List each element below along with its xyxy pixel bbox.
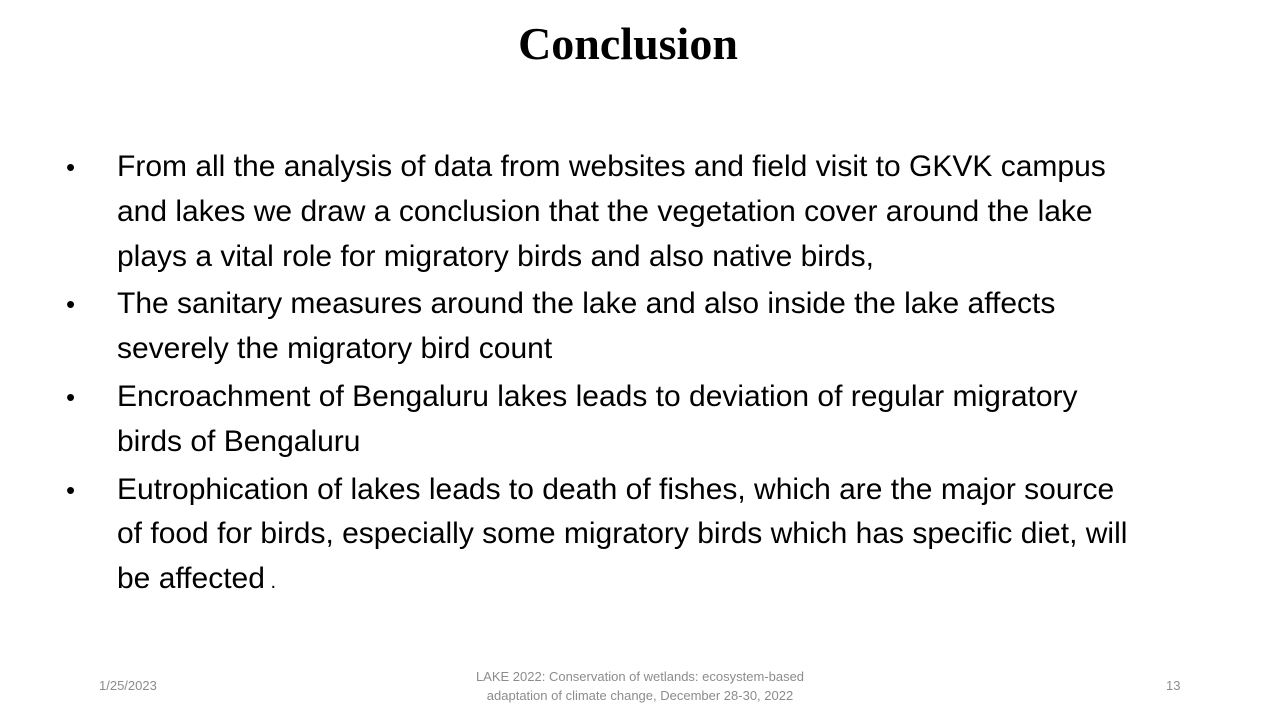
footer-date: 1/25/2023 xyxy=(99,678,157,693)
footer-line: adaptation of climate change, December 28-30, 2022 xyxy=(486,688,794,703)
bullet-icon: • xyxy=(66,381,76,412)
bullet-item xyxy=(66,375,1146,468)
bullet-item xyxy=(66,145,1146,282)
bullet-trail: . xyxy=(264,571,277,594)
bullet-item xyxy=(66,468,1146,605)
bullet-icon: • xyxy=(66,152,76,182)
footer-text xyxy=(440,667,840,705)
bullet-item xyxy=(66,282,1146,375)
bullet-text: The sanitary measures around the lake and also inside the lake affects severely the migratory bird count xyxy=(117,287,1056,366)
slide-title: Conclusion xyxy=(518,18,738,69)
page-number: 13 xyxy=(1166,678,1181,693)
bullet-icon: • xyxy=(66,289,76,320)
footer-line: LAKE 2022: Conservation of wetlands: ecosystem-based xyxy=(475,669,805,684)
bullet-icon: • xyxy=(66,474,76,505)
bullet-text: From all the analysis of data from websites and field visit to GKVK campus and lakes we draw a conclusion that the vegetation cover around the lake plays a vital role for migratory birds and also native birds, xyxy=(117,150,1106,273)
bullet-list xyxy=(66,145,1146,605)
bullet-text: Encroachment of Bengaluru lakes leads to deviation of regular migratory birds of Bengaluru xyxy=(117,379,1078,458)
bullet-text: Eutrophication of lakes leads to death of fishes, which are the major source of food for birds, especially some migratory birds which has specific diet, will be affected xyxy=(117,472,1128,596)
